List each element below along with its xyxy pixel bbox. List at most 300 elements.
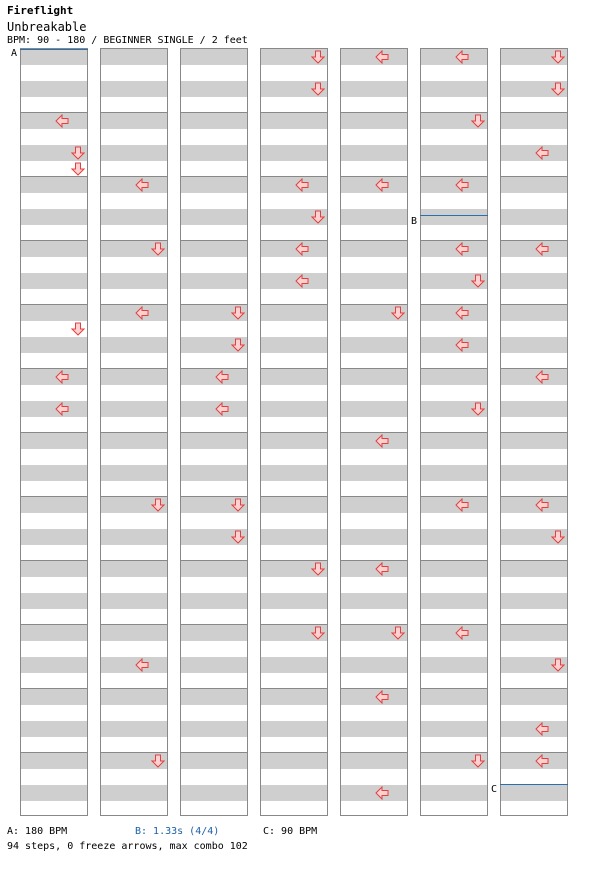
measure-line <box>501 752 567 753</box>
beat-band <box>341 81 407 97</box>
beat-band <box>21 657 87 673</box>
down-arrow-icon <box>231 498 245 512</box>
beat-band <box>261 337 327 353</box>
song-title: Unbreakable <box>7 20 87 34</box>
measure-line <box>261 112 327 113</box>
beat-band <box>101 625 167 641</box>
up-arrow-icon <box>567 690 568 704</box>
left-arrow-icon <box>55 402 69 416</box>
beat-band <box>261 593 327 609</box>
left-arrow-icon <box>215 402 229 416</box>
beat-band <box>421 785 487 801</box>
measure-line <box>261 240 327 241</box>
measure-line <box>261 368 327 369</box>
beat-band <box>181 273 247 289</box>
measure-line <box>21 368 87 369</box>
left-arrow-icon <box>375 50 389 64</box>
left-arrow-icon <box>535 370 549 384</box>
beat-band <box>261 241 327 257</box>
measure-line <box>181 112 247 113</box>
beat-band <box>341 337 407 353</box>
bpm-line-a <box>20 49 88 50</box>
beat-band <box>341 145 407 161</box>
beat-band <box>501 241 567 257</box>
beat-band <box>341 49 407 65</box>
beat-band <box>501 465 567 481</box>
beat-band <box>181 625 247 641</box>
chart-column <box>340 48 408 816</box>
beat-band <box>421 657 487 673</box>
beat-band <box>261 785 327 801</box>
beat-band <box>21 241 87 257</box>
measure-line <box>421 112 487 113</box>
chart-column <box>260 48 328 816</box>
beat-band <box>21 753 87 769</box>
up-arrow-icon <box>407 626 408 640</box>
beat-band <box>181 369 247 385</box>
beat-band <box>21 273 87 289</box>
left-arrow-icon <box>375 562 389 576</box>
left-arrow-icon <box>55 370 69 384</box>
beat-band <box>501 113 567 129</box>
measure-line <box>341 112 407 113</box>
beat-band <box>501 401 567 417</box>
left-arrow-icon <box>375 178 389 192</box>
beat-band <box>341 401 407 417</box>
bpm-line-c <box>500 784 568 785</box>
beat-band <box>21 593 87 609</box>
beat-band <box>21 177 87 193</box>
up-arrow-icon <box>567 562 568 576</box>
measure-line <box>501 688 567 689</box>
beat-band <box>341 689 407 705</box>
left-arrow-icon <box>535 754 549 768</box>
down-arrow-icon <box>151 754 165 768</box>
down-arrow-icon <box>551 50 565 64</box>
beat-band <box>101 785 167 801</box>
chart-info: BPM: 90 - 180 / BEGINNER SINGLE / 2 feet <box>7 35 248 46</box>
down-arrow-icon <box>311 626 325 640</box>
measure-line <box>101 688 167 689</box>
measure-line <box>501 560 567 561</box>
beat-band <box>341 657 407 673</box>
measure-line <box>341 368 407 369</box>
left-arrow-icon <box>535 498 549 512</box>
measure-line <box>341 496 407 497</box>
measure-line <box>501 112 567 113</box>
down-arrow-icon <box>71 146 85 160</box>
left-arrow-icon <box>215 370 229 384</box>
down-arrow-icon <box>391 626 405 640</box>
measure-line <box>261 752 327 753</box>
measure-line <box>501 624 567 625</box>
beat-band <box>181 401 247 417</box>
down-arrow-icon <box>231 306 245 320</box>
beat-band <box>421 49 487 65</box>
beat-band <box>421 721 487 737</box>
chart-column <box>500 48 568 816</box>
beat-band <box>181 433 247 449</box>
left-arrow-icon <box>55 114 69 128</box>
beat-band <box>501 785 567 801</box>
beat-band <box>341 113 407 129</box>
beat-band <box>341 753 407 769</box>
beat-band <box>181 593 247 609</box>
beat-band <box>421 81 487 97</box>
stop-line-b <box>420 215 488 216</box>
beat-band <box>21 561 87 577</box>
measure-line <box>181 304 247 305</box>
beat-band <box>341 209 407 225</box>
measure-line <box>101 624 167 625</box>
measure-line <box>261 496 327 497</box>
beat-band <box>101 145 167 161</box>
chart-column <box>20 48 88 816</box>
beat-band <box>181 177 247 193</box>
beat-band <box>261 145 327 161</box>
beat-band <box>421 465 487 481</box>
beat-band <box>21 209 87 225</box>
beat-band <box>501 337 567 353</box>
left-arrow-icon <box>375 786 389 800</box>
chart-column <box>100 48 168 816</box>
beat-band <box>21 81 87 97</box>
left-arrow-icon <box>535 146 549 160</box>
beat-band <box>181 753 247 769</box>
measure-line <box>501 496 567 497</box>
beat-band <box>501 209 567 225</box>
beat-band <box>21 625 87 641</box>
beat-band <box>21 529 87 545</box>
beat-band <box>421 529 487 545</box>
left-arrow-icon <box>375 434 389 448</box>
measure-line <box>421 304 487 305</box>
beat-band <box>21 305 87 321</box>
beat-band <box>261 273 327 289</box>
bpm-marker-c: C <box>491 784 498 795</box>
step-summary: 94 steps, 0 freeze arrows, max combo 102 <box>7 841 248 852</box>
left-arrow-icon <box>295 178 309 192</box>
left-arrow-icon <box>455 306 469 320</box>
beat-band <box>181 785 247 801</box>
down-arrow-icon <box>71 162 85 176</box>
beat-band <box>261 657 327 673</box>
up-arrow-icon <box>167 722 168 736</box>
beat-band <box>21 433 87 449</box>
measure-line <box>341 752 407 753</box>
down-arrow-icon <box>471 754 485 768</box>
left-arrow-icon <box>295 242 309 256</box>
down-arrow-icon <box>471 274 485 288</box>
beat-band <box>501 689 567 705</box>
beat-band <box>181 209 247 225</box>
beat-band <box>261 369 327 385</box>
measure-line <box>21 496 87 497</box>
up-arrow-icon <box>407 370 408 384</box>
beat-band <box>421 689 487 705</box>
measure-line <box>181 496 247 497</box>
measure-line <box>181 688 247 689</box>
measure-line <box>261 624 327 625</box>
stop-marker-b: B <box>411 216 418 227</box>
beat-band <box>21 113 87 129</box>
beat-band <box>501 593 567 609</box>
up-arrow-icon <box>567 114 568 128</box>
measure-line <box>341 176 407 177</box>
left-arrow-icon <box>455 338 469 352</box>
measure-line <box>341 304 407 305</box>
beat-band <box>341 273 407 289</box>
measure-line <box>101 368 167 369</box>
beat-band <box>101 81 167 97</box>
beat-band <box>421 145 487 161</box>
measure-line <box>101 304 167 305</box>
beat-band <box>421 433 487 449</box>
bpm-marker-a: A <box>11 48 18 59</box>
measure-line <box>421 752 487 753</box>
legend-a: A: 180 BPM <box>7 826 68 837</box>
beat-band <box>341 241 407 257</box>
up-arrow-icon <box>487 114 488 128</box>
measure-line <box>261 688 327 689</box>
beat-band <box>21 721 87 737</box>
beat-band <box>421 337 487 353</box>
beat-band <box>501 369 567 385</box>
up-arrow-icon <box>247 178 248 192</box>
beat-band <box>341 497 407 513</box>
down-arrow-icon <box>151 242 165 256</box>
beat-band <box>421 625 487 641</box>
beat-band <box>181 561 247 577</box>
measure-line <box>261 176 327 177</box>
down-arrow-icon <box>551 530 565 544</box>
measure-line <box>21 240 87 241</box>
down-arrow-icon <box>311 82 325 96</box>
measure-line <box>181 560 247 561</box>
measure-line <box>21 624 87 625</box>
beat-band <box>501 433 567 449</box>
beat-band <box>101 689 167 705</box>
beat-band <box>421 593 487 609</box>
beat-band <box>501 721 567 737</box>
measure-line <box>21 432 87 433</box>
beat-band <box>21 369 87 385</box>
beat-band <box>501 497 567 513</box>
left-arrow-icon <box>455 626 469 640</box>
measure-line <box>181 432 247 433</box>
measure-line <box>341 624 407 625</box>
measure-line <box>341 432 407 433</box>
beat-band <box>341 369 407 385</box>
down-arrow-icon <box>551 658 565 672</box>
down-arrow-icon <box>71 322 85 336</box>
measure-line <box>501 432 567 433</box>
down-arrow-icon <box>471 114 485 128</box>
measure-line <box>181 368 247 369</box>
left-arrow-icon <box>455 242 469 256</box>
measure-line <box>21 112 87 113</box>
beat-band <box>421 241 487 257</box>
beat-band <box>21 401 87 417</box>
beat-band <box>421 305 487 321</box>
measure-line <box>501 368 567 369</box>
left-arrow-icon <box>455 178 469 192</box>
beat-band <box>501 305 567 321</box>
beat-band <box>21 49 87 65</box>
left-arrow-icon <box>135 178 149 192</box>
beat-band <box>261 433 327 449</box>
beat-band <box>261 113 327 129</box>
beat-band <box>181 657 247 673</box>
measure-line <box>421 240 487 241</box>
beat-band <box>421 561 487 577</box>
measure-line <box>181 240 247 241</box>
measure-line <box>421 688 487 689</box>
beat-band <box>421 177 487 193</box>
beat-band <box>341 721 407 737</box>
beat-band <box>101 273 167 289</box>
measure-line <box>21 176 87 177</box>
measure-line <box>21 304 87 305</box>
down-arrow-icon <box>151 498 165 512</box>
beat-band <box>181 241 247 257</box>
measure-line <box>261 560 327 561</box>
beat-band <box>501 177 567 193</box>
up-arrow-icon <box>247 690 248 704</box>
measure-line <box>181 624 247 625</box>
beat-band <box>101 593 167 609</box>
beat-band <box>101 561 167 577</box>
beat-band <box>341 433 407 449</box>
beat-band <box>21 785 87 801</box>
beat-band <box>341 561 407 577</box>
measure-line <box>21 752 87 753</box>
beat-band <box>261 753 327 769</box>
beat-band <box>341 529 407 545</box>
beat-band <box>341 177 407 193</box>
left-arrow-icon <box>535 242 549 256</box>
measure-line <box>21 560 87 561</box>
beat-band <box>21 465 87 481</box>
measure-line <box>101 560 167 561</box>
measure-line <box>501 304 567 305</box>
beat-band <box>101 433 167 449</box>
chart-column <box>180 48 248 816</box>
beat-band <box>261 689 327 705</box>
measure-line <box>181 752 247 753</box>
measure-line <box>421 560 487 561</box>
beat-band <box>261 177 327 193</box>
measure-line <box>341 688 407 689</box>
beat-band <box>101 49 167 65</box>
beat-band <box>501 273 567 289</box>
up-arrow-icon <box>87 290 88 304</box>
beat-band <box>181 689 247 705</box>
beat-band <box>101 209 167 225</box>
measure-line <box>101 496 167 497</box>
measure-line <box>501 176 567 177</box>
measure-line <box>341 560 407 561</box>
up-arrow-icon <box>87 178 88 192</box>
beat-band <box>101 465 167 481</box>
beat-band <box>501 625 567 641</box>
beat-band <box>101 401 167 417</box>
measure-line <box>341 240 407 241</box>
beat-band <box>261 401 327 417</box>
beat-band <box>421 497 487 513</box>
left-arrow-icon <box>295 274 309 288</box>
beat-band <box>421 369 487 385</box>
down-arrow-icon <box>471 402 485 416</box>
up-arrow-icon <box>247 562 248 576</box>
measure-line <box>421 368 487 369</box>
measure-line <box>101 176 167 177</box>
beat-band <box>181 81 247 97</box>
down-arrow-icon <box>311 562 325 576</box>
left-arrow-icon <box>455 498 469 512</box>
beat-band <box>101 721 167 737</box>
measure-line <box>261 304 327 305</box>
beat-band <box>21 689 87 705</box>
left-arrow-icon <box>375 690 389 704</box>
down-arrow-icon <box>311 50 325 64</box>
down-arrow-icon <box>311 210 325 224</box>
beat-band <box>181 49 247 65</box>
measure-line <box>261 432 327 433</box>
measure-line <box>501 240 567 241</box>
up-arrow-icon <box>567 210 568 224</box>
left-arrow-icon <box>535 722 549 736</box>
measure-line <box>421 432 487 433</box>
measure-line <box>101 240 167 241</box>
left-arrow-icon <box>135 658 149 672</box>
measure-line <box>101 432 167 433</box>
measure-line <box>421 624 487 625</box>
beat-band <box>261 465 327 481</box>
beat-band <box>181 465 247 481</box>
beat-band <box>261 721 327 737</box>
beat-band <box>101 113 167 129</box>
left-arrow-icon <box>455 50 469 64</box>
measure-line <box>421 496 487 497</box>
beat-band <box>341 465 407 481</box>
measure-line <box>21 688 87 689</box>
measure-line <box>181 176 247 177</box>
legend-b: B: 1.33s (4/4) <box>135 826 220 837</box>
measure-line <box>101 752 167 753</box>
beat-band <box>101 529 167 545</box>
up-arrow-icon <box>327 754 328 768</box>
up-arrow-icon <box>327 690 328 704</box>
beat-band <box>101 369 167 385</box>
down-arrow-icon <box>551 82 565 96</box>
legend-c: C: 90 BPM <box>263 826 318 837</box>
down-arrow-icon <box>231 530 245 544</box>
down-arrow-icon <box>391 306 405 320</box>
beat-band <box>181 145 247 161</box>
beat-band <box>501 753 567 769</box>
beat-band <box>101 305 167 321</box>
beat-band <box>341 785 407 801</box>
beat-band <box>341 593 407 609</box>
down-arrow-icon <box>231 338 245 352</box>
song-artist: Fireflight <box>7 4 74 17</box>
beat-band <box>21 497 87 513</box>
beat-band <box>501 145 567 161</box>
up-arrow-icon <box>567 178 568 192</box>
measure-line <box>101 112 167 113</box>
beat-band <box>181 113 247 129</box>
